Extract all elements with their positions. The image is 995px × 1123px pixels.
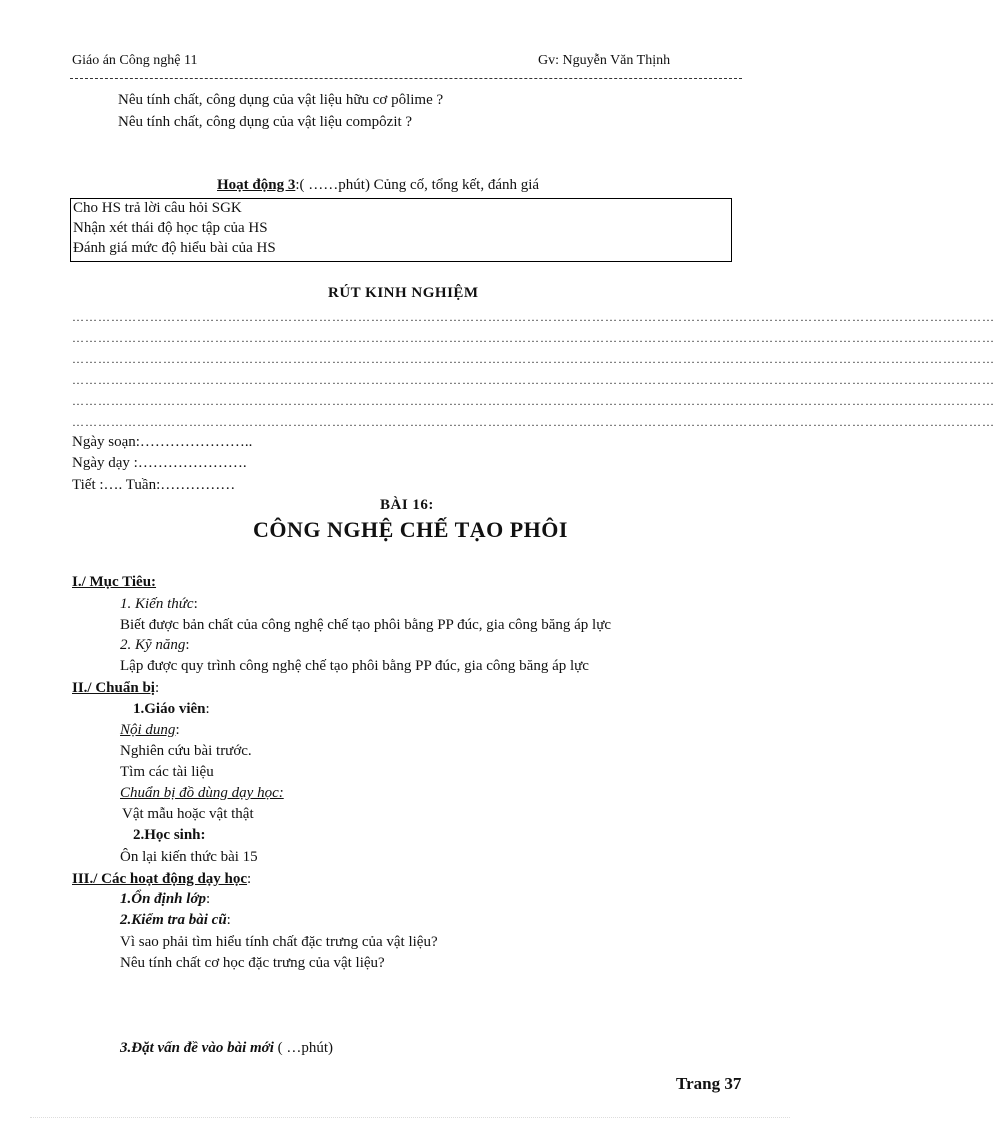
dot-line-5: …………………………………………………………………………………………………………………………………………………………………………………………… [72, 394, 995, 408]
student-heading: 2.Học sinh: [133, 827, 206, 843]
tools-item: Vật mẫu hoặc vật thật [122, 806, 254, 822]
ngay-soan: Ngày soạn:………………….. [72, 434, 253, 450]
old-lesson [120, 912, 231, 929]
old-question-1: Vì sao phải tìm hiểu tính chất đặc trưng của vật liệu? [120, 934, 438, 950]
dot-line-6: …………………………………………………………………………………………………………………………………………………………………………………………… [72, 415, 995, 429]
tiet-tuan: Tiết :…. Tuần:…………… [72, 477, 236, 493]
header-divider [70, 78, 742, 79]
content-item-2: Tìm các tài liệu [120, 764, 214, 780]
old-question-2: Nêu tính chất cơ học đặc trưng của vật liệu? [120, 955, 385, 971]
activity3-heading [217, 177, 539, 194]
header-right: Gv: Nguyễn Văn Thịnh [538, 53, 671, 68]
teacher-label: 1.Giáo viên [133, 701, 206, 717]
lesson-number: BÀI 16: [380, 497, 434, 513]
old-lesson-label: 2.Kiểm tra bài cũ [120, 912, 227, 928]
ngay-day: Ngày dạy :…………………. [72, 455, 247, 471]
page-number: Trang 37 [676, 1074, 742, 1093]
activity3-label: Hoạt động 3 [217, 177, 296, 193]
dot-line-4: …………………………………………………………………………………………………………………………………………………………………………………………… [72, 373, 995, 387]
old-lesson-colon: : [226, 912, 231, 928]
section1-heading: I./ Mục Tiêu: [72, 574, 157, 590]
skill-label: 2. Kỹ năng [120, 637, 186, 653]
box-line-3: Đánh giá mức độ hiểu bài của HS [73, 240, 276, 256]
class-order-colon: : [206, 891, 211, 907]
activity3-rest: :( ……phút) Củng cố, tổng kết, đánh giá [295, 177, 540, 193]
section2-heading-text: II./ Chuẩn bị [72, 680, 155, 696]
skill-text: Lập được quy trình công nghệ chế tạo phôi bằng PP đúc, gia công băng áp lực [120, 658, 589, 674]
content-colon: : [175, 722, 180, 738]
knowledge-label: 1. Kiến thức [120, 596, 194, 612]
skill-colon: : [185, 637, 190, 653]
dot-line-3: …………………………………………………………………………………………………………………………………………………………………………………………… [72, 352, 995, 366]
lesson-title: CÔNG NGHỆ CHẾ TẠO PHÔI [253, 517, 568, 542]
activity3-box [70, 198, 732, 262]
question-2: Nêu tính chất, công dụng của vật liệu compôzit ? [118, 114, 413, 130]
box-line-2: Nhận xét thái độ học tập của HS [73, 220, 268, 236]
new-lesson-label: 3.Đặt vấn đề vào bài mới [120, 1040, 274, 1056]
dot-line-1: …………………………………………………………………………………………………………………………………………………………………………………………… [72, 310, 995, 324]
experience-title: RÚT KINH NGHIỆM [328, 285, 479, 301]
knowledge-colon: : [193, 596, 198, 612]
knowledge-heading [120, 596, 198, 613]
question-1: Nêu tính chất, công dụng của vật liệu hữu cơ pôlime ? [118, 92, 444, 108]
new-lesson [120, 1040, 333, 1057]
dot-line-2: …………………………………………………………………………………………………………………………………………………………………………………………… [72, 331, 995, 345]
class-order [120, 891, 210, 908]
section3-colon: : [247, 871, 252, 887]
tools-heading: Chuẩn bị đồ dùng dạy học: [120, 785, 284, 801]
section2-colon: : [154, 680, 160, 696]
content-heading [120, 722, 180, 739]
new-lesson-rest: ( …phút) [273, 1040, 334, 1056]
content-label: Nội dung [120, 722, 176, 738]
box-line-1: Cho HS trả lời câu hỏi SGK [73, 200, 242, 216]
teacher-heading [133, 701, 210, 718]
header-left: Giáo án Công nghệ 11 [72, 53, 198, 68]
skill-heading [120, 637, 190, 654]
section3-heading-text: III./ Các hoạt động dạy học [72, 871, 248, 887]
footer-divider [30, 1117, 790, 1118]
section3-heading [72, 871, 251, 888]
student-item: Ôn lại kiến thức bài 15 [120, 849, 258, 865]
content-item-1: Nghiên cứu bài trước. [120, 743, 252, 759]
teacher-colon: : [205, 701, 210, 717]
class-order-label: 1.Ổn định lớp [120, 891, 206, 907]
knowledge-text: Biết được bản chất của công nghệ chế tạo phôi bằng PP đúc, gia công băng áp lực [120, 617, 611, 633]
section2-heading [72, 680, 159, 697]
